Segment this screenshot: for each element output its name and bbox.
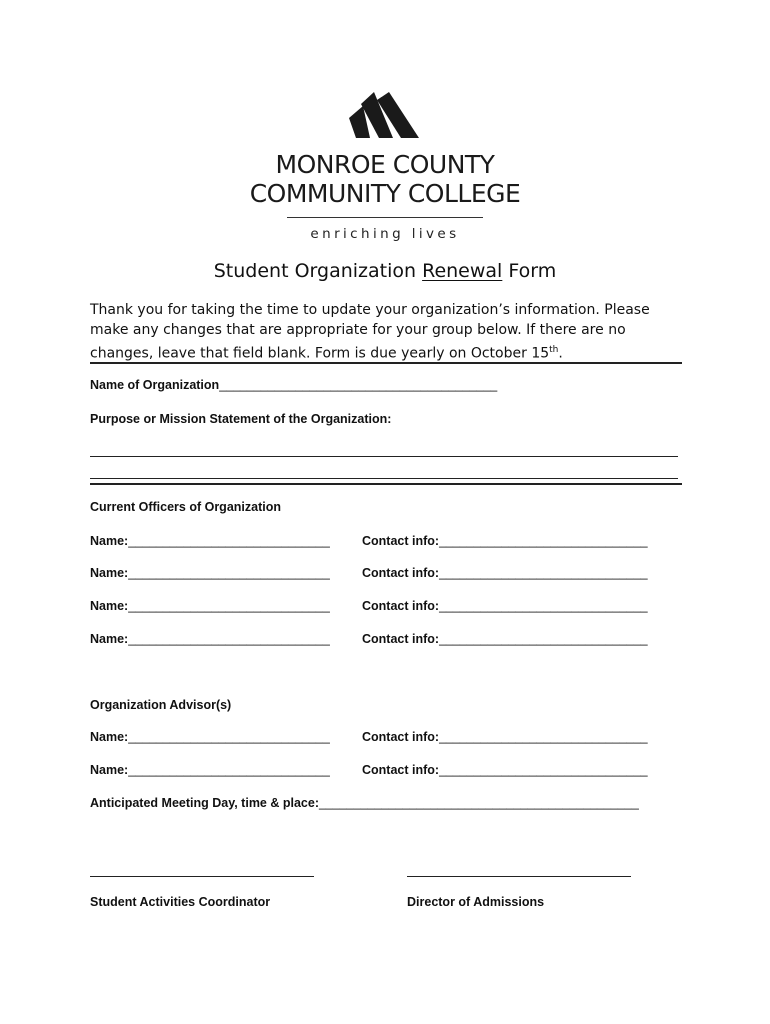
- officer-contact-label: Contact info:: [362, 599, 440, 613]
- form-title: [0, 260, 770, 282]
- college-name: [0, 150, 770, 208]
- advisor-contact-blank[interactable]: ______________________________: [439, 730, 648, 744]
- officer-contact-blank[interactable]: ______________________________: [439, 534, 648, 548]
- purpose-label: Purpose or Mission Statement of the Organization:: [90, 412, 392, 426]
- officer-name-blank[interactable]: _____________________________: [128, 599, 330, 613]
- title-part-1: Student Organization: [213, 260, 423, 282]
- meeting-field[interactable]: [90, 796, 639, 810]
- college-tagline: enriching lives: [310, 226, 460, 242]
- section-divider-mid: [90, 483, 682, 485]
- college-name-line2: COMMUNITY COLLEGE: [249, 179, 521, 208]
- officer-contact-field[interactable]: [362, 599, 648, 613]
- advisor-contact-field[interactable]: [362, 763, 648, 777]
- officer-contact-blank[interactable]: ______________________________: [439, 632, 648, 646]
- advisor-name-label: Name:: [90, 763, 129, 777]
- org-name-field[interactable]: [90, 378, 497, 392]
- purpose-blank-line-2[interactable]: [90, 478, 678, 479]
- advisor-contact-blank[interactable]: ______________________________: [439, 763, 648, 777]
- logo-divider: [287, 217, 483, 218]
- title-part-2: Form: [502, 260, 557, 282]
- signature-label-director: Director of Admissions: [407, 895, 545, 909]
- officers-heading: Current Officers of Organization: [90, 500, 281, 514]
- officer-contact-field[interactable]: [362, 632, 648, 646]
- signature-line-coordinator[interactable]: [90, 876, 314, 877]
- advisor-name-label: Name:: [90, 730, 129, 744]
- officer-name-field[interactable]: [90, 534, 330, 548]
- org-name-label: Name of Organization: [90, 378, 220, 392]
- officer-name-blank[interactable]: _____________________________: [128, 566, 330, 580]
- advisor-contact-label: Contact info:: [362, 763, 440, 777]
- officer-name-blank[interactable]: _____________________________: [128, 534, 330, 548]
- intro-sup: th: [549, 345, 559, 355]
- officer-name-label: Name:: [90, 632, 129, 646]
- officer-name-field[interactable]: [90, 599, 330, 613]
- officer-contact-field[interactable]: [362, 534, 648, 548]
- advisor-name-field[interactable]: [90, 730, 330, 744]
- meeting-label: Anticipated Meeting Day, time & place:: [90, 796, 319, 810]
- advisor-name-blank[interactable]: _____________________________: [128, 763, 330, 777]
- officer-contact-blank[interactable]: ______________________________: [439, 599, 648, 613]
- section-divider-top: [90, 362, 682, 364]
- college-logo-mark-icon: [349, 92, 421, 138]
- officer-name-field[interactable]: [90, 632, 330, 646]
- advisor-name-blank[interactable]: _____________________________: [128, 730, 330, 744]
- officer-name-label: Name:: [90, 534, 129, 548]
- purpose-blank-line-1[interactable]: [90, 456, 678, 457]
- meeting-blank[interactable]: ______________________________________________: [318, 796, 639, 810]
- intro-paragraph: [90, 300, 690, 364]
- officer-contact-field[interactable]: [362, 566, 648, 580]
- college-name-line1: MONROE COUNTY: [275, 150, 495, 179]
- officer-contact-label: Contact info:: [362, 632, 440, 646]
- officer-contact-blank[interactable]: ______________________________: [439, 566, 648, 580]
- intro-text: Thank you for taking the time to update your organization’s information. Please make any changes that are appropriate for your group below. If there are no changes, leave that field blank. Form is due yearly on October 15: [90, 302, 650, 362]
- officer-contact-label: Contact info:: [362, 566, 440, 580]
- advisor-contact-field[interactable]: [362, 730, 648, 744]
- officer-name-label: Name:: [90, 599, 129, 613]
- officer-name-field[interactable]: [90, 566, 330, 580]
- officer-name-label: Name:: [90, 566, 129, 580]
- officer-contact-label: Contact info:: [362, 534, 440, 548]
- advisor-contact-label: Contact info:: [362, 730, 440, 744]
- officer-name-blank[interactable]: _____________________________: [128, 632, 330, 646]
- college-logo: [0, 92, 770, 242]
- intro-end: .: [558, 345, 563, 362]
- advisors-heading: Organization Advisor(s): [90, 698, 232, 712]
- advisor-name-field[interactable]: [90, 763, 330, 777]
- signature-label-coordinator: Student Activities Coordinator: [90, 895, 271, 909]
- signature-line-director[interactable]: [407, 876, 631, 877]
- org-name-blank[interactable]: ________________________________________: [219, 378, 498, 392]
- title-part-underlined: Renewal: [422, 260, 503, 282]
